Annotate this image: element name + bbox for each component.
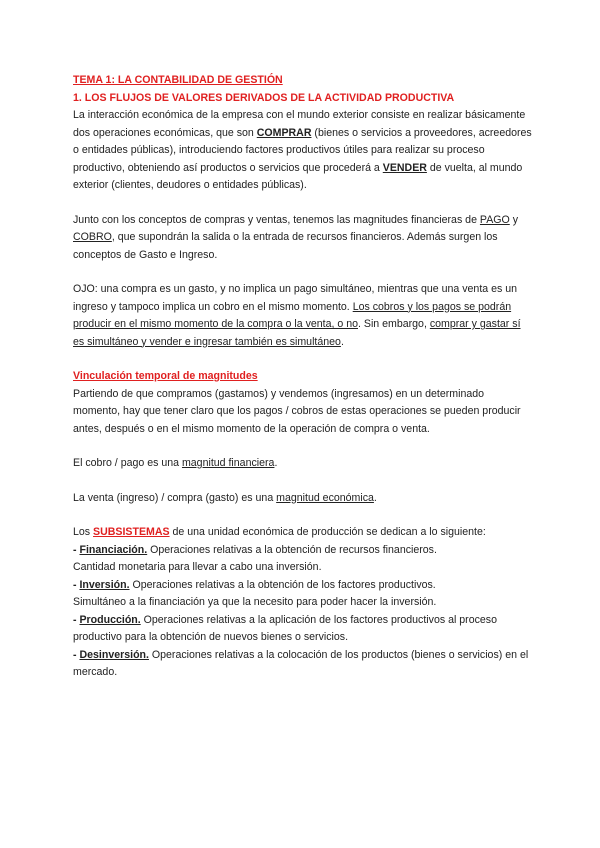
item-text: Operaciones relativas a la aplicación de los factores productivos al proceso productivo para la obtención de nuevos bienes o servicios. [73,613,497,643]
paragraph-financiera [73,455,533,473]
text-run: . [373,491,377,504]
keyword-subsistemas: SUBSISTEMAS [93,526,170,538]
paragraph-economica [73,490,533,508]
item-text: Operaciones relativas a la obtención de recursos financieros. [147,543,437,556]
list-item [73,542,533,560]
item-note: Cantidad monetaria para llevar a cabo una inversión. [73,561,322,573]
text-run: . [340,335,344,348]
underlined-text: Los cobros y los pagos se podrán producir en el mismo momento de la compra o la venta, o no [73,300,512,330]
text-run: y [509,213,518,226]
keyword-cobro: COBRO [73,231,112,243]
paragraph-intro [73,107,533,195]
item-label: Desinversión. [79,648,149,661]
text-run: (bienes o servicios a proveedores, acreedores o entidades públicas), introduciendo factores productivos útiles para realizar su proceso productivo, obteniendo así productos o servicios que procederá a [73,126,532,174]
text-run: OJO: una compra es un gasto, y no implica un pago simultáneo, mientras que una venta es un ingreso y tampoco implica un cobro en el mismo momento. [73,283,518,313]
paragraph-subsistemas [73,524,533,542]
item-label: Financiación. [79,543,148,556]
text-run: de vuelta, al mundo exterior (clientes, deudores o entidades públicas). [73,161,523,191]
dash: - [73,543,80,556]
dash: - [73,578,80,591]
dash: - [73,613,80,626]
document-page [73,72,533,682]
text-run: , que supondrán la salida o la entrada de recursos financieros. Además surgen los conceptos de Gasto e Ingreso. [73,231,498,261]
keyword-vender: VENDER [382,161,427,174]
text-run: La venta (ingreso) / compra (gasto) es una [73,491,277,504]
document-title: TEMA 1: LA CONTABILIDAD DE GESTIÓN [73,74,283,86]
text-run: El cobro / pago es una [73,457,182,469]
item-text: Operaciones relativas a la obtención de los factores productivos. [129,578,436,591]
paragraph-magnitudes [73,212,533,265]
list-item [73,577,533,595]
text-run: de una unidad económica de producción se dedican a lo siguiente: [169,526,486,538]
item-note: Simultáneo a la financiación ya que la necesito para poder hacer la inversión. [73,596,437,608]
underlined-text: comprar y gastar sí es simultáneo y vender e ingresar también es simultáneo [73,318,521,348]
item-label: Producción. [79,613,141,626]
item-text: Operaciones relativas a la colocación de los productos (bienes o servicios) en el mercado. [73,648,529,678]
section-heading: 1. LOS FLUJOS DE VALORES DERIVADOS DE LA ACTIVIDAD PRODUCTIVA [73,91,455,104]
paragraph-temporal: Partiendo de que compramos (gastamos) y vendemos (ingresamos) en un determinado momento, hay que tener claro que los pagos / cobros de estas operaciones se pueden producir antes, después o en el mismo momento de la operación de compra o venta. [73,387,521,435]
paragraph-ojo [73,281,533,351]
keyword-comprar: COMPRAR [256,126,312,139]
list-item [73,612,533,647]
text-run: . Sin embargo, [358,318,430,330]
subsection-heading: Vinculación temporal de magnitudes [73,370,258,382]
keyword-pago: PAGO [479,213,510,226]
text-run: Junto con los conceptos de compras y ventas, tenemos las magnitudes financieras de [73,213,480,226]
text-run: Los [73,526,94,538]
text-run: . [274,457,278,469]
list-item [73,647,533,682]
item-label: Inversión. [79,578,130,591]
dash: - [73,648,80,661]
text-run: La interacción económica de la empresa con el mundo exterior consiste en realizar básicamente dos operaciones económicas, que son [73,109,526,139]
underlined-text: magnitud económica [276,491,374,504]
underlined-text: magnitud financiera [181,457,275,469]
